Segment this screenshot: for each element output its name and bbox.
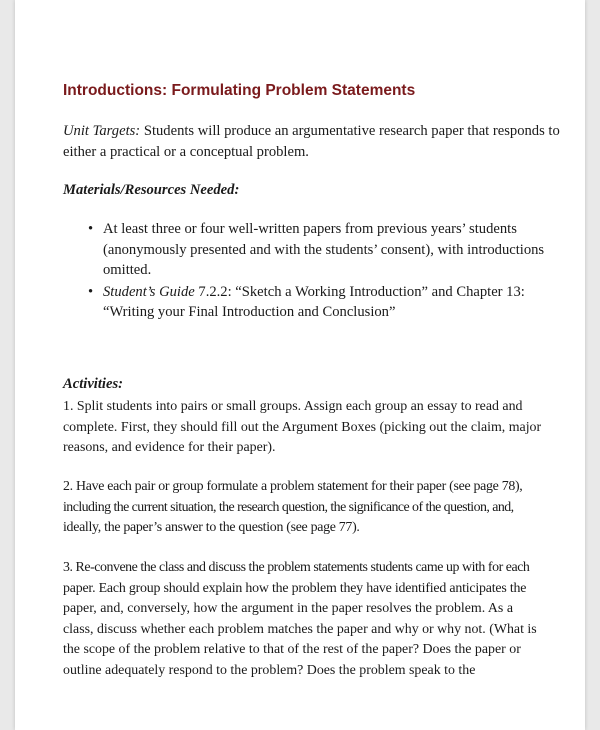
activity-line: the scope of the problem relative to that of the rest of the paper? Does the paper or [63,642,521,657]
materials-item [63,282,563,323]
materials-item [63,219,563,281]
unit-targets [63,121,563,162]
activity-line: class, discuss whether each problem matches the paper and why or why not. (What is [63,621,537,637]
bullet-icon: • [88,283,94,300]
activity-line: ideally, the paper’s answer to the question (see page 77). [63,520,360,535]
materials-item-text: 7.2.2: “Sketch a Working Introduction” and Chapter 13: “Writing your Final Introduction and Conclusion” [103,283,525,320]
activity-line: outline adequately respond to the problem? Does the problem speak to the [63,662,476,678]
bullet-icon: • [88,221,94,237]
activity-item-3 [63,558,563,681]
activity-item-2 [63,477,563,539]
activity-item-1 [63,397,563,459]
activity-line: paper, and, conversely, how the argument in the paper resolves the problem. As a [63,601,513,616]
activity-line: complete. First, they should fill out the Argument Boxes (picking out the claim, major [63,419,542,435]
materials-list [63,219,563,324]
unit-targets-text: Students will produce an argumentative research paper that responds to either a practical or a conceptual problem. [63,123,560,160]
activity-line: paper. Each group should explain how the problem they have identified anticipates the [63,580,527,596]
activity-line: reasons, and evidence for their paper). [63,440,276,455]
activity-line: 1. Split students into pairs or small groups. Assign each group an essay to read and [63,399,523,414]
activity-line: 2. Have each pair or group formulate a problem statement for their paper (see page 78), [63,479,523,494]
activity-line: including the current situation, the research question, the significance of the question, and, [63,499,514,515]
document-title: Introductions: Formulating Problem Statements [63,82,416,99]
activities-heading: Activities: [63,376,123,392]
materials-heading: Materials/Resources Needed: [63,182,240,198]
activity-line: 3. Re-convene the class and discuss the problem statements students came up with for each [63,560,530,575]
unit-targets-label: Unit Targets: [63,123,141,139]
materials-item-prefix: Student’s Guide [103,283,195,300]
document-page [15,0,585,730]
materials-item-text: At least three or four well-written papers from previous years’ students (anonymously presented and with the students’ consent), with introductions omitted. [103,221,545,278]
